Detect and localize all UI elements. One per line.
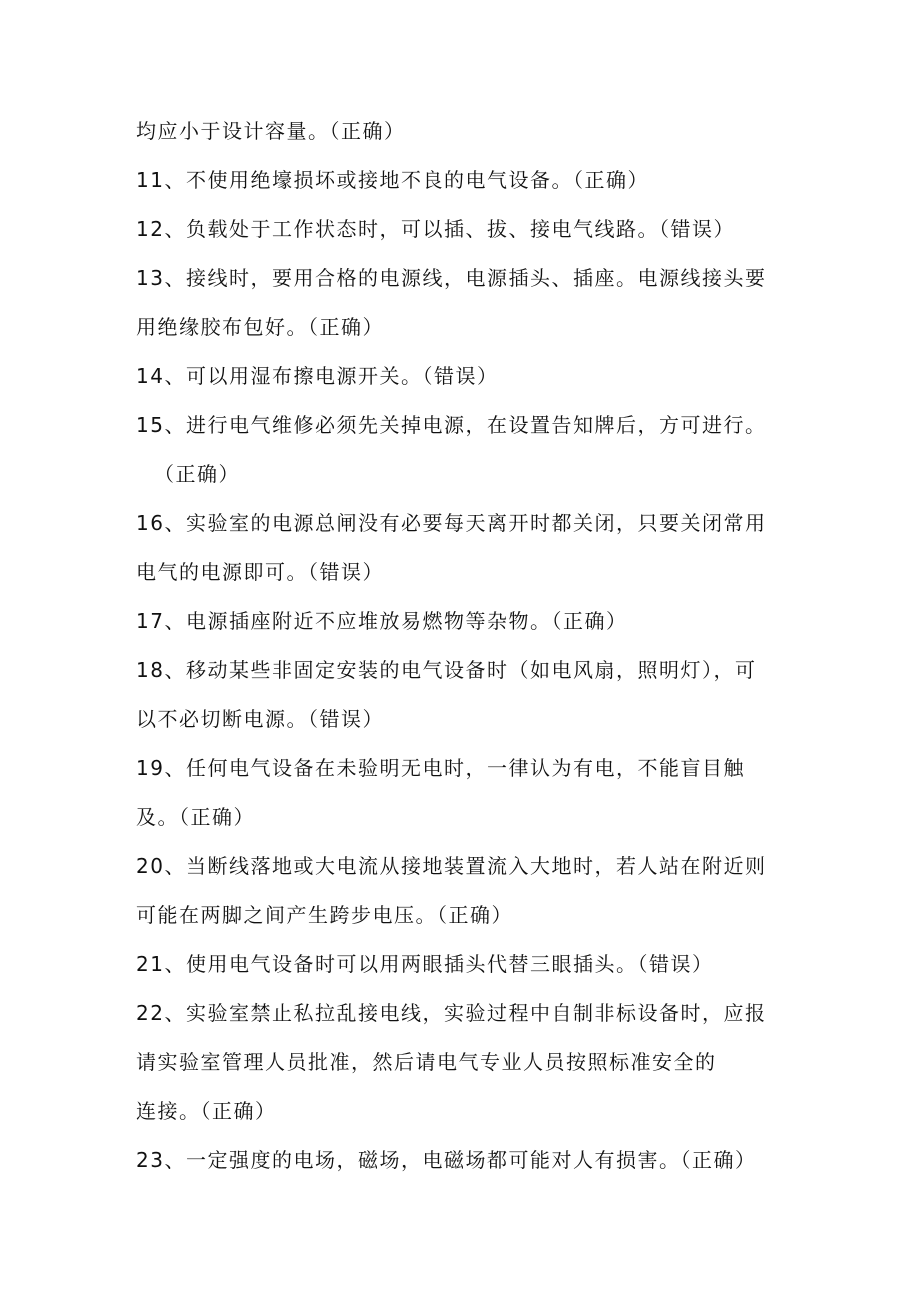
text-line: 电气的电源即可。（错误） — [136, 560, 384, 584]
text-line: 21、使用电气设备时可以用两眼插头代替三眼插头。（错误） — [136, 952, 714, 976]
text-line: 18、移动某些非固定安装的电气设备时（如电风扇，照明灯），可 — [136, 658, 757, 682]
text-line: 可能在两脚之间产生跨步电压。（正确） — [136, 903, 513, 927]
text-line: 23、一定强度的电场，磁场，电磁场都可能对人有损害。（正确） — [136, 1148, 757, 1172]
text-line: 及。（正确） — [136, 805, 255, 829]
text-line: 11、不使用绝壕损坏或接地不良的电气设备。（正确） — [136, 168, 649, 192]
text-line: 以不必切断电源。（错误） — [136, 707, 384, 731]
text-line: （正确） — [154, 462, 240, 486]
text-line: 均应小于设计容量。（正确） — [136, 119, 406, 143]
text-line: 19、任何电气设备在未验明无电时，一律认为有电，不能盲目触 — [136, 756, 745, 780]
text-line: 15、进行电气维修必须先关掉电源，在设置告知牌后，方可进行。 — [136, 413, 767, 437]
text-line: 17、电源插座附近不应堆放易燃物等杂物。（正确） — [136, 609, 628, 633]
text-line: 20、当断线落地或大电流从接地装置流入大地时，若人站在附近则 — [136, 854, 767, 878]
text-line: 16、实验室的电源总闸没有必要每天离开时都关闭，只要关闭常用 — [136, 511, 767, 535]
text-line: 14、可以用湿布擦电源开关。（错误） — [136, 364, 499, 388]
text-line: 12、负载处于工作状态时，可以插、拔、接电气线路。（错误） — [136, 217, 735, 241]
text-line: 13、接线时，要用合格的电源线，电源插头、插座。电源线接头要 — [136, 266, 767, 290]
text-line: 22、实验室禁止私拉乱接电线，实验过程中自制非标设备时，应报 — [136, 1001, 767, 1025]
text-line: 请实验室管理人员批准，然后请电气专业人员按照标准安全的 — [136, 1050, 717, 1074]
text-line: 连接。（正确） — [136, 1099, 277, 1123]
text-line: 用绝缘胶布包好。（正确） — [136, 315, 384, 339]
